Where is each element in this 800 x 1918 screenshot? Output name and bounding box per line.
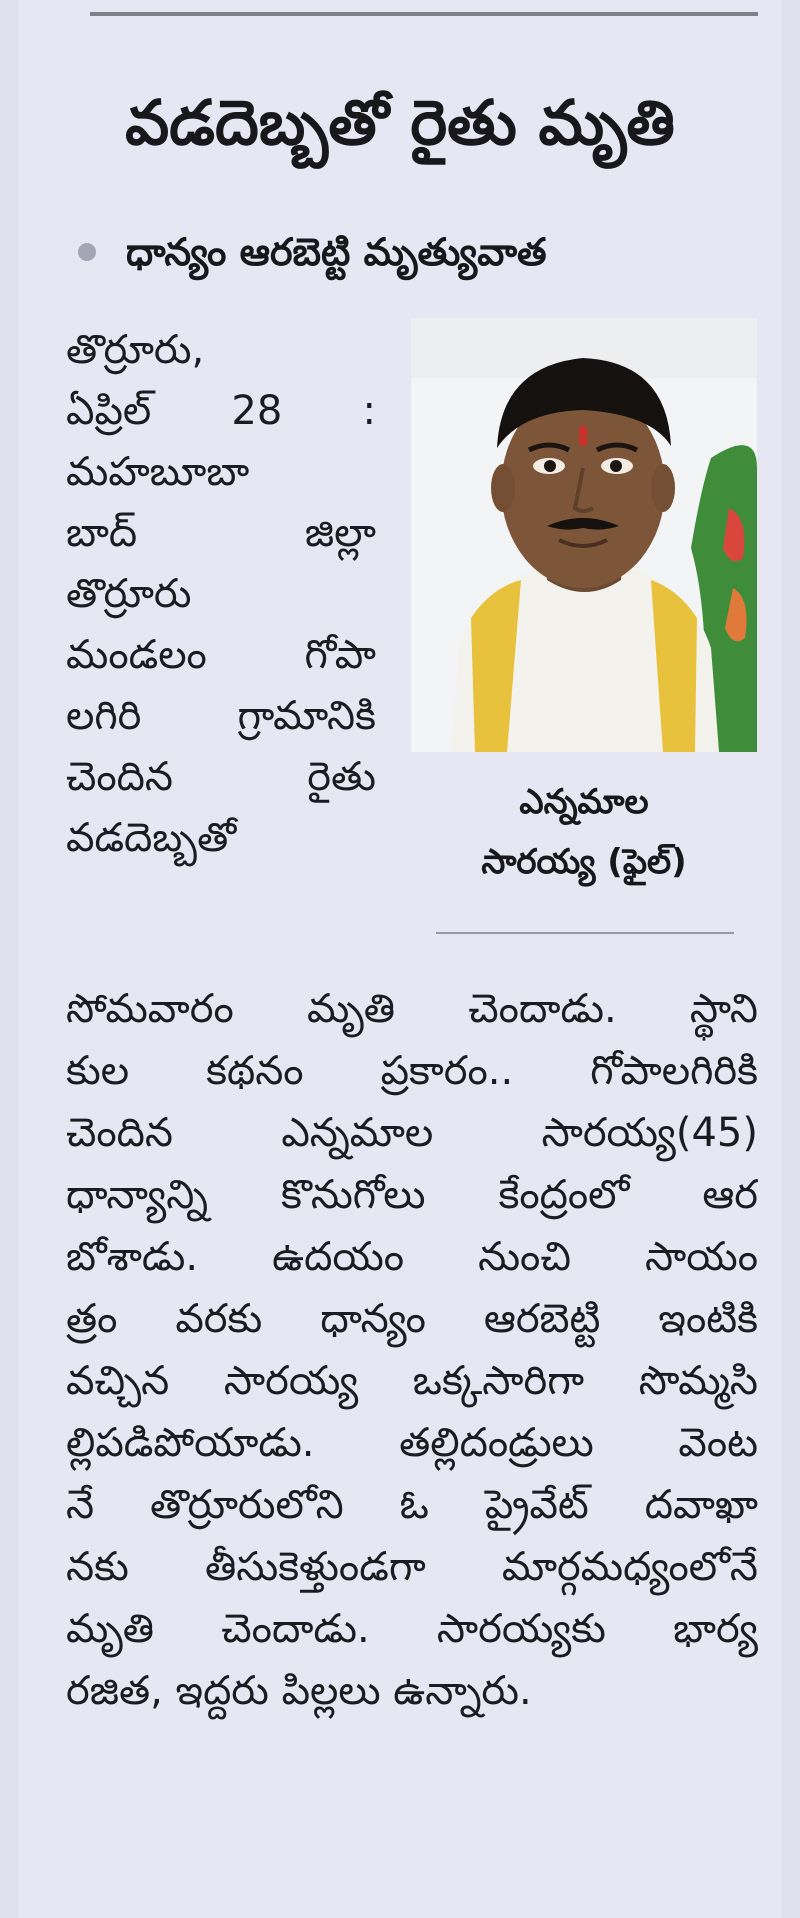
- article-column-text: [66, 320, 376, 869]
- article-body-text: [66, 978, 758, 1722]
- top-divider: [90, 12, 758, 16]
- column-line: ఏప్రిల్ 28 :: [66, 388, 376, 434]
- bullet-icon: [78, 243, 96, 261]
- body-line: నే తొర్రూరులోని ఓ ప్రైవేట్ దవాఖా: [66, 1482, 758, 1528]
- column-line: వడదెబ్బతో: [66, 815, 237, 861]
- subheadline-text: ధాన్యం ఆరబెట్టి మృత్యువాత: [126, 230, 547, 274]
- headline: వడదెబ్బతో రైతు మృతి: [125, 86, 675, 159]
- column-line: మహబూబా: [66, 449, 250, 495]
- newspaper-clipping: [18, 0, 782, 1918]
- person-photo: [411, 318, 757, 752]
- column-line: మండలం గోపా: [66, 632, 376, 678]
- caption-file: సారయ్య (ఫైల్): [481, 842, 687, 882]
- body-line: వచ్చిన సారయ్య ఒక్కసారిగా సొమ్మసి: [66, 1358, 758, 1404]
- body-line: కుల కథనం ప్రకారం.. గోపాలగిరికి: [66, 1048, 758, 1094]
- column-line: లగిరి గ్రామానికి: [66, 693, 376, 739]
- body-line: రజిత, ఇద్దరు పిల్లలు ఉన్నారు.: [66, 1668, 532, 1714]
- body-line: ల్లిపడిపోయాడు. తల్లిదండ్రులు వెంట: [66, 1420, 758, 1466]
- body-line: ధాన్యాన్ని కొనుగోలు కేంద్రంలో ఆర: [66, 1172, 758, 1218]
- column-line: తొర్రూరు: [66, 571, 192, 617]
- portrait-illustration: [411, 318, 757, 752]
- body-line: సోమవారం మృతి చెందాడు. స్థాని: [66, 986, 758, 1032]
- body-line: త్రం వరకు ధాన్యం ఆరబెట్టి ఇంటికి: [66, 1296, 758, 1342]
- body-line: నకు తీసుకెళ్తుండగా మార్గమధ్యంలోనే: [66, 1544, 758, 1590]
- photo-caption: [411, 772, 757, 892]
- caption-divider: [436, 932, 734, 934]
- body-line: బోశాడు. ఉదయం నుంచి సాయం: [66, 1234, 758, 1280]
- body-line: మృతి చెందాడు. సారయ్యకు భార్య: [66, 1606, 758, 1652]
- caption-name: ఎన్నమాల: [519, 782, 649, 822]
- body-line: చెందిన ఎన్నమాల సారయ్య(45): [66, 1110, 758, 1156]
- column-line: తొర్రూరు,: [66, 327, 205, 373]
- column-line: చెందిన రైతు: [66, 754, 376, 800]
- column-line: బాద్ జిల్లా: [66, 510, 376, 556]
- subheadline: [66, 222, 786, 282]
